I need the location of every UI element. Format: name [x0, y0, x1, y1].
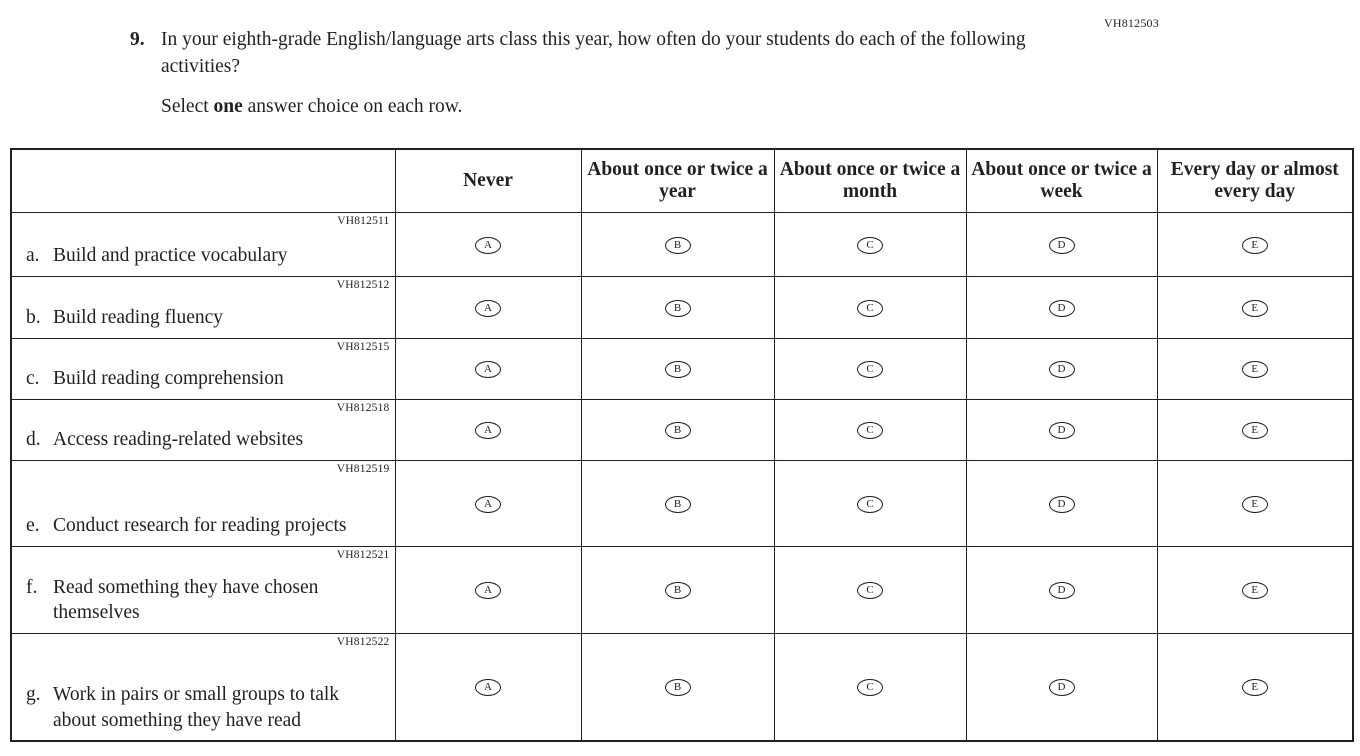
- question-text: In your eighth-grade English/language arts class this year, how often do your students do each of the following activities?: [161, 29, 1026, 77]
- bubble-letter: B: [673, 584, 682, 596]
- table-row-b: [11, 276, 1353, 338]
- answer-bubble[interactable]: [857, 496, 883, 513]
- choice-cell: [395, 338, 581, 399]
- item-text: Build reading fluency: [53, 307, 224, 329]
- item-code: VH812522: [336, 635, 390, 648]
- table-row-f: [11, 546, 1353, 633]
- header-empty-cell: [11, 149, 395, 212]
- bubble-letter: A: [484, 238, 492, 251]
- item-text: Read something they have chosen themselves: [53, 576, 319, 624]
- item-letter: f.: [26, 576, 38, 598]
- item-text: Access reading-related websites: [53, 429, 304, 451]
- answer-matrix-table: [10, 148, 1354, 742]
- item-code: VH812515: [336, 340, 390, 353]
- item-cell-c: [11, 338, 395, 399]
- choice-cell: [774, 212, 966, 276]
- bubble-letter: A: [484, 584, 492, 596]
- choice-cell: [395, 399, 581, 460]
- table-row-g: [11, 633, 1353, 741]
- header-col-never: Never: [395, 149, 581, 212]
- header-col-month: About once or twice a month: [774, 149, 966, 212]
- bubble-letter: B: [673, 681, 682, 694]
- answer-bubble[interactable]: [1242, 300, 1268, 317]
- item-letter: c.: [26, 368, 40, 390]
- answer-bubble[interactable]: [857, 300, 883, 317]
- question-number: 9.: [130, 29, 145, 50]
- item-code: VH812512: [336, 278, 390, 291]
- item-letter: b.: [26, 307, 41, 329]
- choice-cell: [1157, 276, 1353, 338]
- question-instruction: [161, 94, 1080, 121]
- choice-cell: [395, 546, 581, 633]
- choice-cell: [1157, 460, 1353, 546]
- bubble-letter: E: [1251, 301, 1259, 314]
- bubble-letter: C: [866, 363, 874, 375]
- choice-cell: [395, 276, 581, 338]
- bubble-letter: A: [484, 497, 492, 510]
- answer-bubble[interactable]: [857, 582, 883, 599]
- bubble-letter: B: [673, 301, 682, 314]
- bubble-letter: C: [866, 238, 874, 251]
- answer-bubble[interactable]: [857, 237, 883, 254]
- form-code: VH812503: [1104, 16, 1159, 30]
- item-code: VH812521: [336, 548, 390, 561]
- answer-bubble[interactable]: [475, 496, 501, 513]
- bubble-letter: D: [1057, 238, 1066, 251]
- instruction-bold-word: one: [213, 95, 243, 117]
- bubble-letter: E: [1251, 584, 1259, 596]
- answer-bubble[interactable]: [1242, 422, 1268, 439]
- choice-cell: [966, 460, 1157, 546]
- bubble-letter: B: [673, 497, 682, 510]
- choice-cell: [966, 633, 1157, 741]
- choice-cell: [1157, 338, 1353, 399]
- item-text: Conduct research for reading projects: [53, 515, 347, 537]
- answer-bubble[interactable]: [475, 237, 501, 254]
- choice-cell: [1157, 633, 1353, 741]
- header-col-week: About once or twice a week: [966, 149, 1157, 212]
- choice-cell: [774, 276, 966, 338]
- choice-cell: [581, 212, 774, 276]
- bubble-letter: D: [1057, 681, 1066, 694]
- answer-bubble[interactable]: [475, 422, 501, 439]
- item-letter: g.: [26, 684, 41, 706]
- item-text: Work in pairs or small groups to talk about something they have read: [53, 684, 340, 731]
- item-letter: a.: [26, 245, 40, 267]
- item-cell-f: [11, 546, 395, 633]
- bubble-letter: C: [866, 301, 874, 314]
- bubble-letter: E: [1251, 363, 1259, 375]
- header-row: [11, 149, 1353, 212]
- answer-bubble[interactable]: [665, 361, 691, 378]
- item-cell-a: [11, 212, 395, 276]
- bubble-letter: D: [1057, 363, 1066, 375]
- answer-bubble[interactable]: [1049, 422, 1075, 439]
- bubble-letter: A: [484, 681, 492, 694]
- bubble-letter: C: [866, 424, 874, 436]
- choice-cell: [966, 212, 1157, 276]
- bubble-letter: B: [673, 363, 682, 375]
- item-cell-g: [11, 633, 395, 741]
- bubble-letter: A: [484, 301, 492, 314]
- item-code: VH812518: [336, 401, 390, 414]
- answer-bubble[interactable]: [475, 300, 501, 317]
- bubble-letter: C: [866, 497, 874, 510]
- table-row-c: [11, 338, 1353, 399]
- item-code: VH812511: [337, 214, 390, 227]
- answer-bubble[interactable]: [857, 361, 883, 378]
- answer-bubble[interactable]: [665, 237, 691, 254]
- answer-bubble[interactable]: [475, 582, 501, 599]
- bubble-letter: E: [1251, 238, 1259, 251]
- item-text: Build reading comprehension: [53, 368, 284, 390]
- choice-cell: [581, 399, 774, 460]
- choice-cell: [1157, 399, 1353, 460]
- answer-bubble[interactable]: [665, 679, 691, 696]
- bubble-letter: D: [1057, 584, 1066, 596]
- table-row-d: [11, 399, 1353, 460]
- answer-bubble[interactable]: [857, 679, 883, 696]
- item-letter: d.: [26, 429, 41, 451]
- choice-cell: [581, 633, 774, 741]
- answer-bubble[interactable]: [1242, 582, 1268, 599]
- bubble-letter: C: [866, 681, 874, 694]
- item-cell-e: [11, 460, 395, 546]
- bubble-letter: D: [1057, 301, 1066, 314]
- item-letter: e.: [26, 515, 40, 537]
- answer-bubble[interactable]: [1049, 300, 1075, 317]
- bubble-letter: B: [673, 238, 682, 251]
- item-code: VH812519: [336, 462, 390, 475]
- instruction-prefix: Select: [161, 95, 214, 117]
- table-row-e: [11, 460, 1353, 546]
- choice-cell: [966, 276, 1157, 338]
- answer-bubble[interactable]: [1242, 237, 1268, 254]
- choice-cell: [395, 212, 581, 276]
- choice-cell: [581, 276, 774, 338]
- choice-cell: [1157, 546, 1353, 633]
- item-cell-b: [11, 276, 395, 338]
- answer-bubble[interactable]: [1049, 582, 1075, 599]
- bubble-letter: E: [1251, 424, 1259, 436]
- table-row-a: [11, 212, 1353, 276]
- bubble-letter: B: [673, 424, 682, 436]
- answer-bubble[interactable]: [665, 422, 691, 439]
- answer-bubble[interactable]: [475, 679, 501, 696]
- answer-bubble[interactable]: [665, 496, 691, 513]
- answer-bubble[interactable]: [857, 422, 883, 439]
- choice-cell: [966, 338, 1157, 399]
- choice-cell: [966, 399, 1157, 460]
- choice-cell: [581, 460, 774, 546]
- answer-bubble[interactable]: [1242, 679, 1268, 696]
- bubble-letter: A: [484, 363, 492, 375]
- answer-bubble[interactable]: [1049, 496, 1075, 513]
- bubble-letter: E: [1251, 497, 1259, 510]
- bubble-letter: D: [1057, 497, 1066, 510]
- choice-cell: [1157, 212, 1353, 276]
- question-block: [130, 27, 1080, 121]
- choice-cell: [774, 633, 966, 741]
- choice-cell: [774, 460, 966, 546]
- item-cell-d: [11, 399, 395, 460]
- answer-bubble[interactable]: [1049, 237, 1075, 254]
- choice-cell: [774, 338, 966, 399]
- header-col-year: About once or twice a year: [581, 149, 774, 212]
- choice-cell: [774, 546, 966, 633]
- choice-cell: [395, 633, 581, 741]
- answer-bubble[interactable]: [665, 582, 691, 599]
- choice-cell: [395, 460, 581, 546]
- choice-cell: [774, 399, 966, 460]
- choice-cell: [581, 546, 774, 633]
- bubble-letter: C: [866, 584, 874, 596]
- choice-cell: [966, 546, 1157, 633]
- header-col-everyday: Every day or almost every day: [1157, 149, 1353, 212]
- item-text: Build and practice vocabulary: [53, 245, 288, 267]
- answer-bubble[interactable]: [665, 300, 691, 317]
- instruction-suffix: answer choice on each row.: [242, 95, 463, 117]
- bubble-letter: D: [1057, 424, 1066, 436]
- answer-bubble[interactable]: [1049, 361, 1075, 378]
- choice-cell: [581, 338, 774, 399]
- answer-bubble[interactable]: [1049, 679, 1075, 696]
- bubble-letter: E: [1251, 681, 1259, 694]
- answer-bubble[interactable]: [475, 361, 501, 378]
- bubble-letter: A: [484, 424, 492, 436]
- answer-bubble[interactable]: [1242, 496, 1268, 513]
- answer-bubble[interactable]: [1242, 361, 1268, 378]
